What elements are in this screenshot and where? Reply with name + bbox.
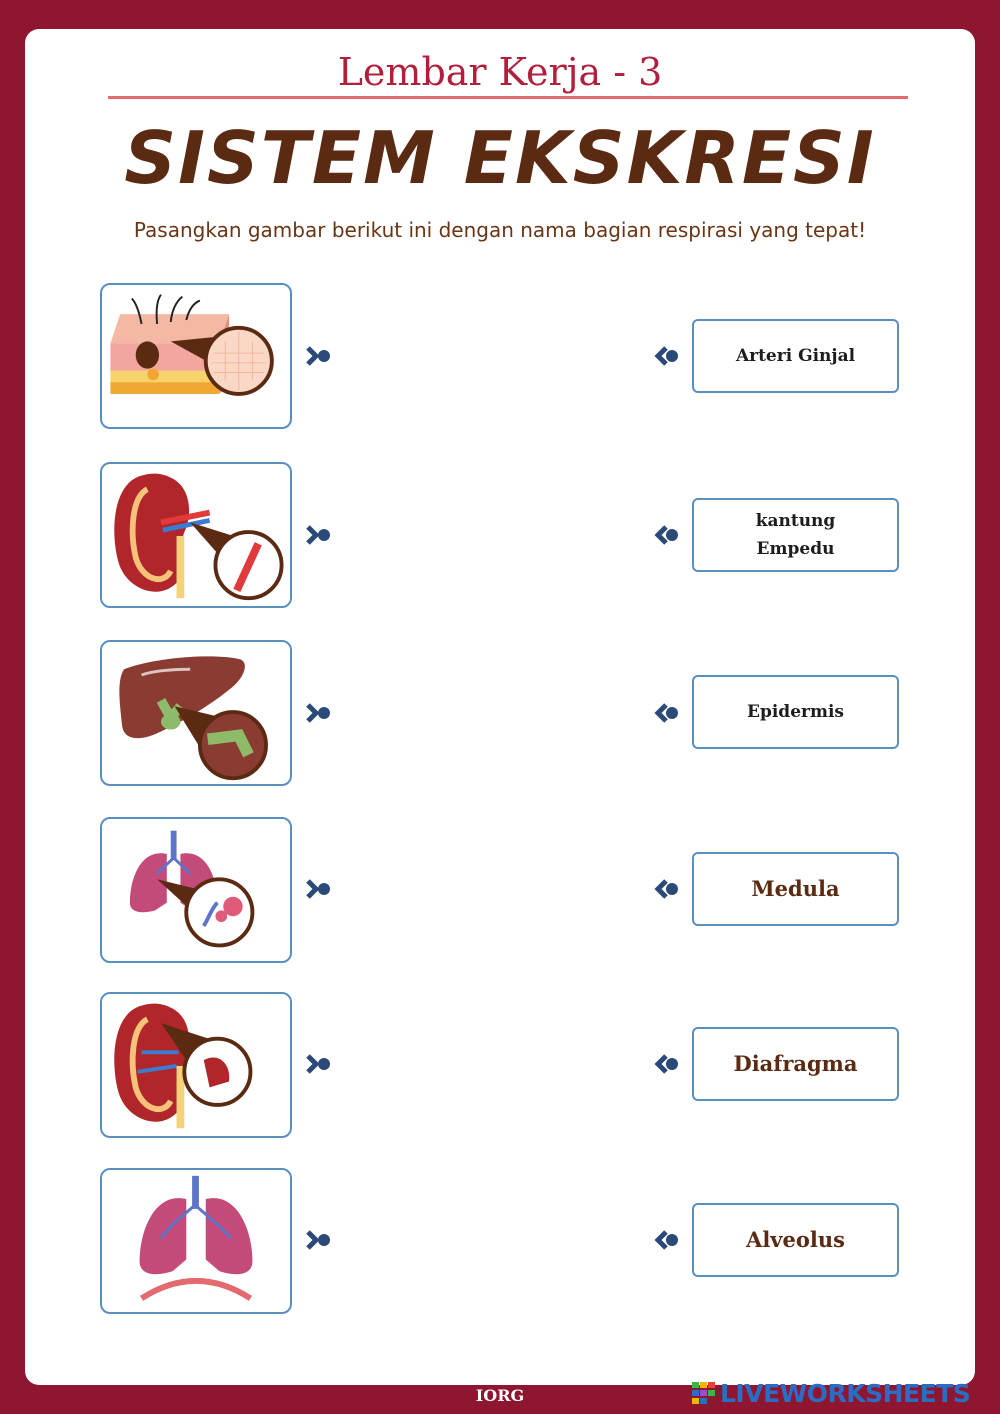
connector-dot-right-2[interactable] (654, 523, 680, 547)
connector-dot-left-6[interactable] (306, 1228, 332, 1252)
picture-item-kidney-medulla[interactable] (100, 992, 292, 1138)
picture-item-lungs-diaphragm[interactable] (100, 1168, 292, 1314)
footer-code: IORG (475, 1386, 525, 1405)
header-divider (108, 96, 908, 99)
kidney-medulla-icon (102, 994, 290, 1136)
answer-label: Medula (751, 876, 840, 901)
answer-box-diafragma[interactable] (692, 1027, 899, 1101)
instruction-text: Pasangkan gambar berikut ini dengan nama bagian respirasi yang tepat! (133, 218, 867, 242)
lungs-alveolus-icon (102, 819, 290, 961)
connector-dot-right-4[interactable] (654, 877, 680, 901)
connector-dot-right-6[interactable] (654, 1228, 680, 1252)
connector-dot-right-3[interactable] (654, 701, 680, 725)
connector-dot-left-4[interactable] (306, 877, 332, 901)
connector-dot-left-5[interactable] (306, 1052, 332, 1076)
answer-label-line1: kantung (755, 511, 836, 531)
answer-box-epidermis[interactable] (692, 675, 899, 749)
picture-item-kidney-artery[interactable] (100, 462, 292, 608)
answer-label-line2: Empedu (756, 539, 835, 559)
answer-label: Arteri Ginjal (735, 346, 856, 366)
answer-label: Epidermis (747, 702, 844, 722)
answer-label: Alveolus (746, 1227, 845, 1252)
brand-name: LIVEWORKSHEETS (720, 1378, 971, 1408)
liver-gallbladder-icon (102, 642, 290, 784)
skin-cross-section-icon (102, 285, 290, 427)
worksheet-title: SISTEM EKSKRESI (124, 116, 876, 200)
connector-dot-right-5[interactable] (654, 1052, 680, 1076)
answer-box-arteri-ginjal[interactable] (692, 319, 899, 393)
picture-item-skin[interactable] (100, 283, 292, 429)
connector-dot-left-2[interactable] (306, 523, 332, 547)
connector-dot-left-3[interactable] (306, 701, 332, 725)
worksheet-subtitle: Lembar Kerja - 3 (337, 50, 663, 94)
answer-box-alveolus[interactable] (692, 1203, 899, 1277)
liveworksheets-logo[interactable] (692, 1378, 970, 1408)
connector-dot-left-1[interactable] (306, 344, 332, 368)
kidney-artery-icon (102, 464, 290, 606)
lungs-diaphragm-icon (102, 1170, 290, 1312)
picture-item-liver[interactable] (100, 640, 292, 786)
liveworksheets-logo-icon (692, 1382, 716, 1404)
answer-label: Diafragma (733, 1051, 858, 1076)
connector-dot-right-1[interactable] (654, 344, 680, 368)
picture-item-lungs-alveolus[interactable] (100, 817, 292, 963)
answer-box-kantung-empedu[interactable] (692, 498, 899, 572)
answer-box-medula[interactable] (692, 852, 899, 926)
